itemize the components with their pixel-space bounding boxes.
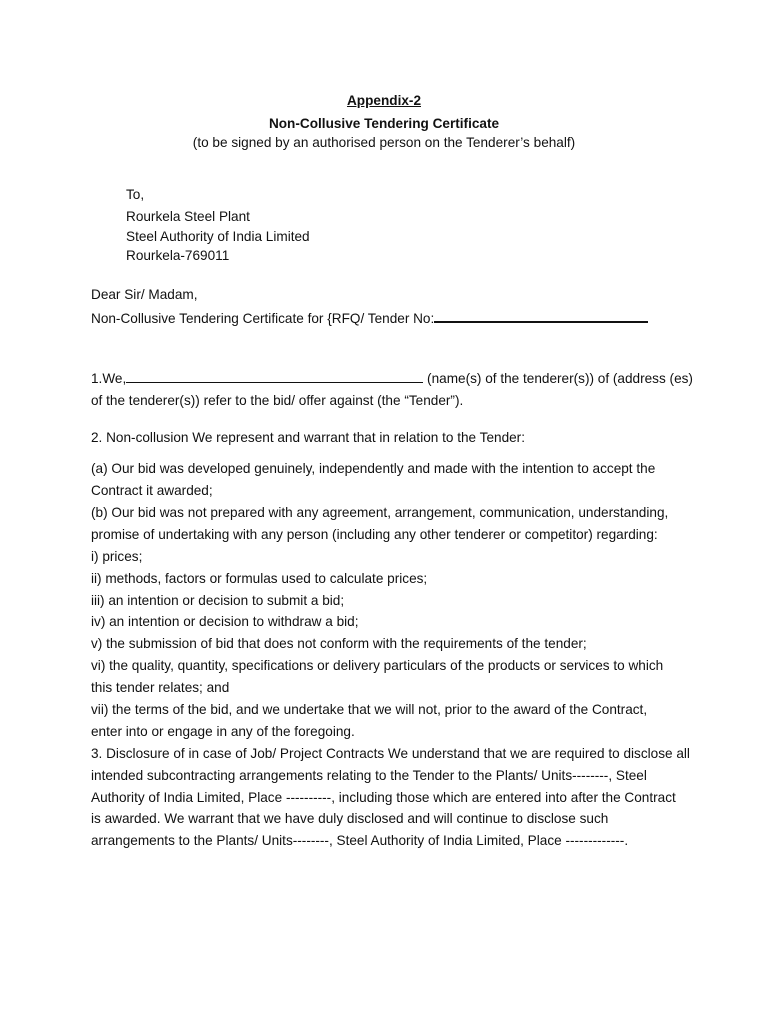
clause-iv: iv) an intention or decision to withdraw a bid; <box>91 614 359 629</box>
subject-text: Non-Collusive Tendering Certificate for {RFQ/ Tender No: <box>91 311 435 326</box>
clause-a-line-1: (a) Our bid was developed genuinely, independently and made with the intention to accept the <box>91 461 656 476</box>
clause-vi-line-2: this tender relates; and <box>91 680 230 695</box>
clause-ii: ii) methods, factors or formulas used to calculate prices; <box>91 571 428 586</box>
clause-iii: iii) an intention or decision to submit a bid; <box>91 593 345 608</box>
address-to: To, <box>126 187 145 202</box>
address-line-1: Rourkela Steel Plant <box>126 209 250 224</box>
subject-line <box>91 309 648 327</box>
clause-vi-line-1: vi) the quality, quantity, specifications or delivery particulars of the products or services to which <box>91 658 664 673</box>
appendix-heading: Appendix-2 <box>346 93 421 108</box>
para1-suffix: (name(s) of the tenderer(s)) of (address (es) <box>423 371 693 386</box>
clause-i: i) prices; <box>91 549 143 564</box>
certificate-subtitle: (to be signed by an authorised person on the Tenderer’s behalf) <box>192 135 576 150</box>
salutation: Dear Sir/ Madam, <box>91 287 198 302</box>
para1-line-1 <box>91 370 693 387</box>
para3-line-1: 3. Disclosure of in case of Job/ Project Contracts We understand that we are required to disclose all <box>91 746 690 761</box>
para2-heading: 2. Non-collusion We represent and warrant that in relation to the Tender: <box>91 430 525 445</box>
clause-vii-line-2: enter into or engage in any of the foregoing. <box>91 724 355 739</box>
clause-v: v) the submission of bid that does not conform with the requirements of the tender; <box>91 636 587 651</box>
para3-line-2: intended subcontracting arrangements relating to the Tender to the Plants/ Units--------, Steel <box>91 768 647 783</box>
tenderer-name-blank <box>126 370 423 383</box>
clause-b-line-2: promise of undertaking with any person (including any other tenderer or competitor) regarding: <box>91 527 658 542</box>
para3-line-3: Authority of India Limited, Place ----------, including those which are entered into after the Contract <box>91 790 676 805</box>
para1-prefix: 1.We, <box>91 371 127 386</box>
para3-line-4: is awarded. We warrant that we have duly disclosed and will continue to disclose such <box>91 811 609 826</box>
clause-a-line-2: Contract it awarded; <box>91 483 213 498</box>
para1-line-2: of the tenderer(s)) refer to the bid/ offer against (the “Tender”). <box>91 393 464 408</box>
para3-line-5: arrangements to the Plants/ Units--------, Steel Authority of India Limited, Place -------------. <box>91 833 629 848</box>
address-line-2: Steel Authority of India Limited <box>126 229 310 244</box>
certificate-title: Non-Collusive Tendering Certificate <box>268 116 500 131</box>
clause-b-line-1: (b) Our bid was not prepared with any agreement, arrangement, communication, understanding, <box>91 505 669 520</box>
tender-number-blank <box>434 309 648 323</box>
address-line-3: Rourkela-769011 <box>126 248 230 263</box>
clause-vii-line-1: vii) the terms of the bid, and we undertake that we will not, prior to the award of the Contract, <box>91 702 648 717</box>
